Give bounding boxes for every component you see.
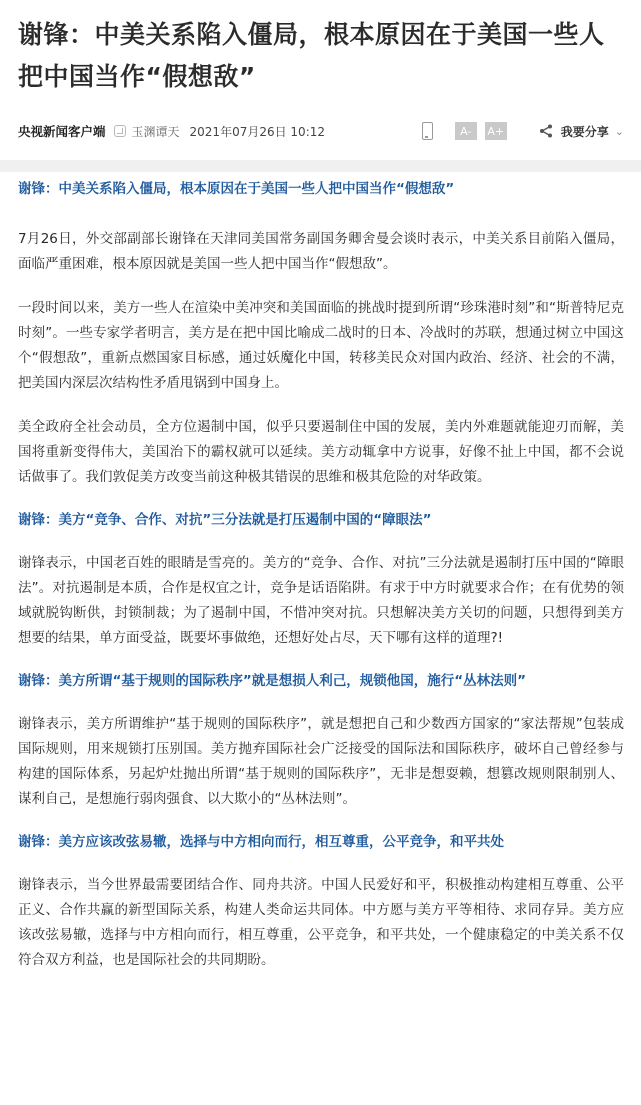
subheading-3: 谢锋：美方所谓“基于规则的国际秩序”就是想损人利己，规锁他国，施行“丛林法则” [18,673,526,689]
subheading-2: 谢锋：美方“竞争、合作、对抗”三分法就是打压遏制中国的“障眼法” [18,512,432,528]
paragraph-6: 谢锋表示，当今世界最需要团结合作、同舟共济。中国人民爱好和平，积极推动构建相互尊重、公平正义、合作共赢的新型国际关系，构建人类命运共同体。中方愿与美方平等相待、求同存异。美方应该改弦易辙，选择与中方相向而行，相互尊重，公平竞争，和平共处，一个健康稳定的中美关系不仅符合双方利益，也是国际社会的共同期盼。 [18,877,624,968]
font-increase-button[interactable]: A+ [485,122,507,140]
author-name: 玉渊谭天 [131,124,180,139]
article-body [18,178,624,973]
article-tools [422,122,624,140]
paragraph-4: 谢锋表示，中国老百姓的眼睛是雪亮的。美方的“竞争、合作、对抗”三分法就是遏制打压中国的“障眼法”。对抗遏制是本质，合作是权宜之计，竞争是话语陷阱。有求于中方时就要求合作；在有优势的领域就脱钩断供，封锁制裁；为了遏制中国，不惜冲突对抗。只想解决美方关切的问题，只想得到美方想要的结果，单方面受益，既要坏事做绝，还想好处占尽，天下哪有这样的道理?! [18,555,624,646]
section-divider [0,160,641,172]
paragraph-3: 美全政府全社会动员，全方位遏制中国，似乎只要遏制住中国的发展，美内外难题就能迎刃而解，美国将重新变得伟大，美国治下的霸权就可以延续。美方动辄拿中方说事，好像不扯上中国，都不会说话做事了。我们敦促美方改变当前这种极其错误的思维和极其危险的对华政策。 [18,419,624,485]
mobile-view-icon[interactable] [422,122,433,140]
chevron-down-icon: ⌄ [614,124,624,138]
article-title: 谢锋：中美关系陷入僵局，根本原因在于美国一些人把中国当作“假想敌” [18,20,605,91]
channel-icon [114,125,126,137]
subheading-1: 谢锋：中美关系陷入僵局，根本原因在于美国一些人把中国当作“假想敌” [18,181,455,197]
share-label: 我要分享 [560,124,609,139]
share-icon [539,124,553,138]
paragraph-5: 谢锋表示，美方所谓维护“基于规则的国际秩序”，就是想把自己和少数西方国家的“家法帮规”包装成国际规则，用来规锁打压别国。美方抛弃国际社会广泛接受的国际法和国际秩序，破坏自己曾经参与构建的国际体系，另起炉灶抛出所谓“基于规则的国际秩序”，无非是想耍赖，想篡改规则限制别人、谋利自己，是想施行弱肉强食、以大欺小的“丛林法则”。 [18,716,624,807]
source-name[interactable]: 央视新闻客户端 [18,124,106,139]
share-button[interactable] [539,123,624,140]
paragraph-1: 7月26日，外交部副部长谢锋在天津同美国常务副国务卿舍曼会谈时表示，中美关系目前陷入僵局，面临严重困难，根本原因就是美国一些人把中国当作“假想敌”。 [18,231,624,272]
article-meta-bar [18,120,624,142]
publish-datetime: 2021年07月26日 10:12 [189,124,326,139]
font-decrease-button[interactable]: A- [455,122,477,140]
paragraph-2: 一段时间以来，美方一些人在渲染中美冲突和美国面临的挑战时提到所谓“珍珠港时刻”和“斯普特尼克时刻”。一些专家学者明言，美方是在把中国比喻成二战时的日本、冷战时的苏联，想通过树立中国这个“假想敌”，重新点燃国家目标感，通过妖魔化中国，转移美民众对国内政治、经济、社会的不满，把美国内深层次结构性矛盾甩锅到中国身上。 [18,300,624,391]
subheading-4: 谢锋：美方应该改弦易辙，选择与中方相向而行，相互尊重，公平竞争，和平共处 [18,834,504,850]
